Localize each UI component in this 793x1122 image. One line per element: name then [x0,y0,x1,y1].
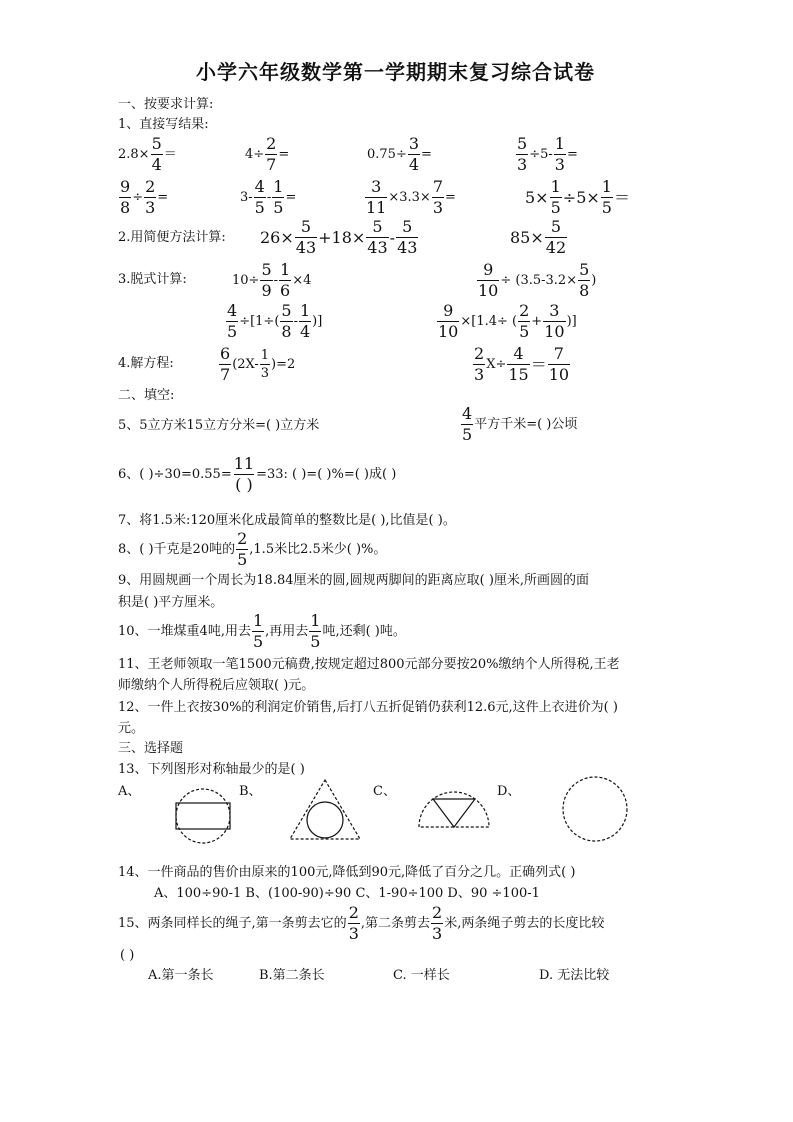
q3-expression-2: $\frac{9}{10}$ ÷ (3.5-3.2× $\frac{5}{8}$ ) [478,260,597,300]
q1-item-7: $\frac{3}{11}$ ×3.3× $\frac{7}{3}$ = [366,177,456,217]
q13-option-d: D、 [497,784,521,799]
q1-item-5: $\frac{9}{8}$ ÷ $\frac{2}{3}$ = [120,177,169,217]
q1-item-4: $\frac{5}{3}$ ÷5- $\frac{1}{3}$ = [517,134,578,174]
q9-line-2: 积是( )平方厘米。 [118,595,224,610]
q7: 7、将1.5米:120厘米化成最简单的整数比是( ),比值是( )。 [118,513,456,528]
q11-line-2: 师缴纳个人所得税后应领取( )元。 [118,678,315,693]
q14-options: A、100÷90-1 B、(100-90)÷90 C、1-90÷100 D、90 ÷100-1 [154,886,540,901]
q1-item-6: 3- $\frac{4}{5}$ - $\frac{1}{5}$ = [240,177,297,217]
q13-option-c: C、 [373,784,396,799]
q1-label: 1、直接写结果: [118,117,209,132]
section-3-heading: 三、选择题 [118,741,184,756]
q15-option-a: A.第一条长 [148,968,214,983]
q3-expression-3: $\frac{4}{5}$ ÷[1÷( $\frac{5}{8}$ - $\frac{1}{4}$ )] [227,301,323,341]
q1-item-2: 4÷ $\frac{2}{7}$ = [245,134,290,174]
q11-line-1: 11、王老师领取一笔1500元稿费,按规定超过800元部分要按20%缴纳个人所得税,王老 [118,657,620,672]
q12-line-1: 12、一件上衣按30%的利润定价销售,后打八五折促销仍获利12.6元,这件上衣进价为( ) [118,700,618,715]
q3-expression-1: 10÷ $\frac{5}{9}$ - $\frac{1}{6}$ ×4 [232,260,312,300]
q1-item-3: 0.75÷ $\frac{3}{4}$ = [367,134,432,174]
q12-line-2: 元。 [118,721,145,736]
q2-label: 2.用简便方法计算: [118,230,226,245]
section-1-heading: 一、按要求计算: [118,97,214,112]
q1-item-1: 2.8× $\frac{5}{4}$ ＝ [118,134,177,174]
q6: 6、( )÷30=0.55= $\frac{11}{( )}$ =33: ( )=( )%=( )成( ) [118,454,397,494]
q15: 15、两条同样长的绳子,第一条剪去它的 $\frac{2}{3}$ ,第二条剪去 $\frac{2}{3}$ 米,两条绳子剪去的长度比较 [118,903,605,943]
q13-option-a: A、 [118,784,141,799]
q5-part-1: 5、5立方米15立方分米=( )立方米 [118,418,320,433]
q4-equation-2: $\frac{2}{3}$ X÷ $\frac{4}{15}$ ＝ $\frac{7}{10}$ [474,344,570,384]
figure-b-triangle-circle [288,778,362,842]
section-2-heading: 二、填空: [118,388,175,403]
q2-expression-2: 85× $\frac{5}{42}$ [510,217,567,257]
q3-expression-4: $\frac{9}{10}$ ×[1.4÷ ( $\frac{2}{5}$ + $\frac{3}{10}$ )] [438,301,577,341]
q4-equation-1: $\frac{6}{7}$ (2X- $\frac{1}{3}$ )=2 [220,344,296,384]
figure-c-semicircle-triangle [416,790,492,830]
figure-a-circle-rectangle [168,784,238,844]
q15-option-d: D. 无法比较 [539,968,610,983]
q13: 13、下列图形对称轴最少的是( ) [118,762,305,777]
q15-option-c: C. 一样长 [393,968,450,983]
q10: 10、一堆煤重4吨,用去 $\frac{1}{5}$ ,再用去 $\frac{1}{5}$ 吨,还剩( )吨。 [118,611,406,651]
q15-answer-blank: ( ) [120,948,135,963]
q4-label: 4.解方程: [118,356,174,371]
q5-part-2: $\frac{4}{5}$ 平方千米=( )公顷 [462,404,578,444]
q13-option-b: B、 [239,784,262,799]
q3-label: 3.脱式计算: [118,272,187,287]
q8: 8、( )千克是20吨的 $\frac{2}{5}$ ,1.5米比2.5米少( )%。 [118,529,387,569]
q9-line-1: 9、用圆规画一个周长为18.84厘米的圆,圆规两脚间的距离应取( )厘米,所画圆的面 [118,573,590,588]
q14: 14、一件商品的售价由原来的100元,降低到90元,降低了百分之几。正确列式( ) [118,865,576,880]
q2-expression-1: 26× $\frac{5}{43}$ +18× $\frac{5}{43}$ - $\frac{5}{43}$ [260,217,418,257]
q15-option-b: B.第二条长 [259,968,325,983]
page-title: 小学六年级数学第一学期期末复习综合试卷 [196,60,595,84]
figure-d-circle [560,774,630,844]
q1-item-8: 5× $\frac{1}{5}$ ÷5× $\frac{1}{5}$ ＝ [525,177,630,217]
